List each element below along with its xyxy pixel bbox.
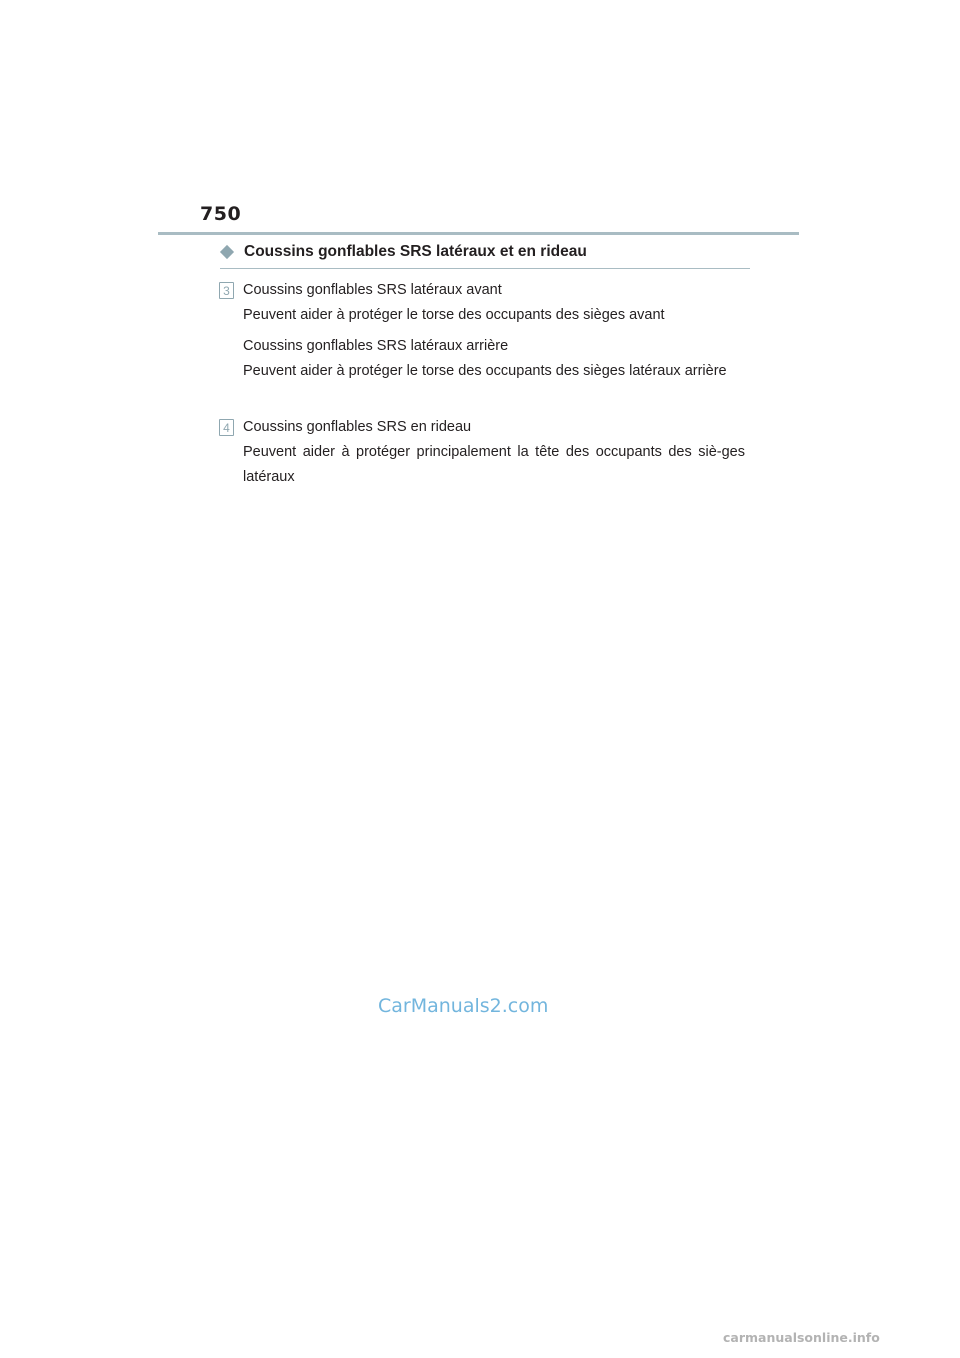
item-3-front-block bbox=[243, 278, 745, 328]
footer-watermark: carmanualsonline.info bbox=[723, 1330, 880, 1345]
section-heading-text: Coussins gonflables SRS latéraux et en rideau bbox=[244, 243, 587, 260]
item-4-description: Peuvent aider à protéger principalement la tête des occupants des siè-ges latéraux bbox=[243, 444, 745, 485]
diamond-bullet-icon bbox=[220, 245, 234, 259]
heading-rule bbox=[220, 268, 750, 269]
item-3-sub-title: Coussins gonflables SRS latéraux arrière bbox=[243, 338, 509, 354]
section-heading bbox=[220, 243, 587, 261]
item-3-description: Peuvent aider à protéger le torse des occupants des sièges avant bbox=[243, 307, 665, 323]
item-marker-3: 3 bbox=[219, 282, 234, 299]
item-3-sub-description: Peuvent aider à protéger le torse des occupants des sièges latéraux arrière bbox=[243, 363, 727, 379]
header-rule bbox=[158, 232, 799, 235]
item-4-block bbox=[243, 415, 745, 490]
item-3-rear-block bbox=[243, 334, 745, 384]
item-3-title: Coussins gonflables SRS latéraux avant bbox=[243, 282, 502, 298]
item-marker-4: 4 bbox=[219, 419, 234, 436]
page-number: 750 bbox=[200, 203, 242, 225]
center-watermark: CarManuals2.com bbox=[378, 995, 549, 1017]
item-4-title: Coussins gonflables SRS en rideau bbox=[243, 419, 472, 435]
